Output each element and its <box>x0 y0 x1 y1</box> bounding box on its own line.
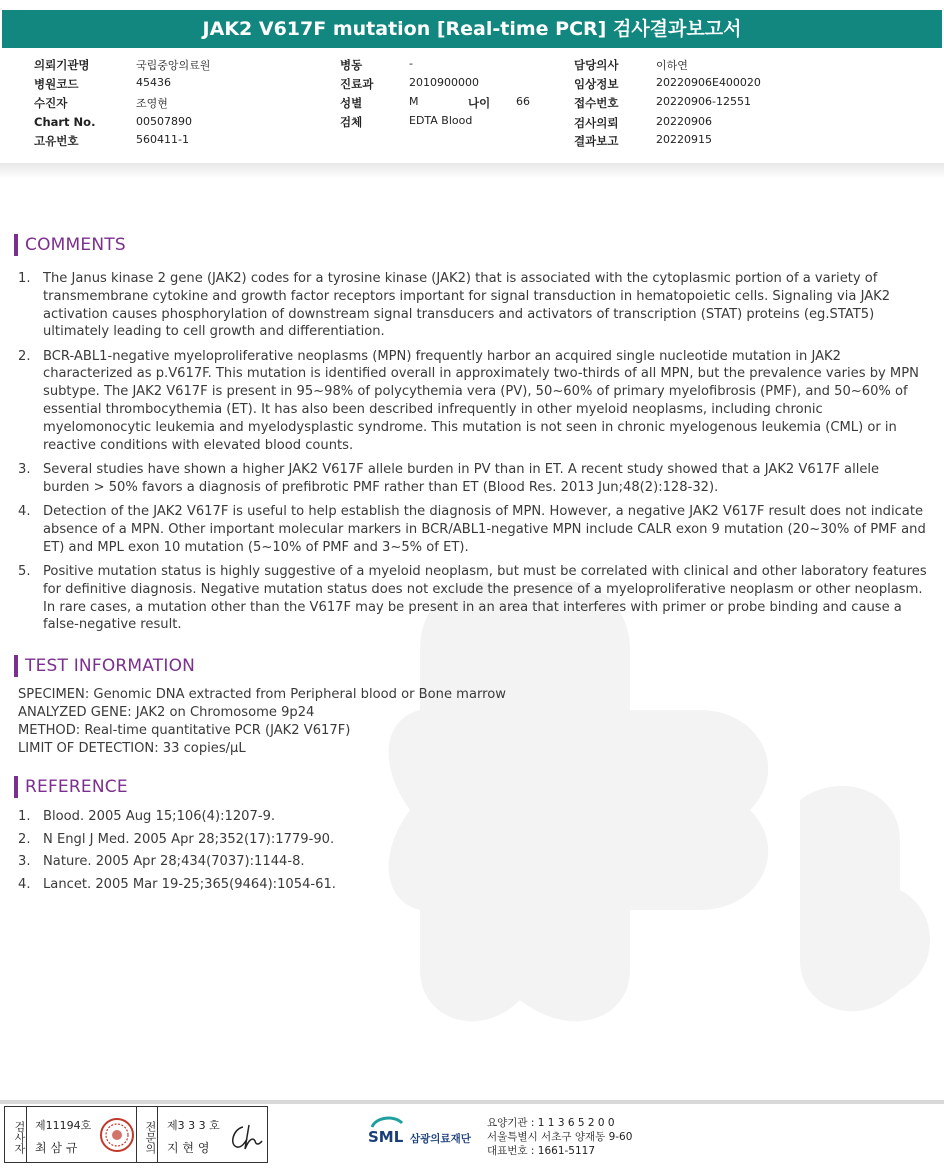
header-divider <box>0 163 944 179</box>
age-value: 66 <box>516 95 530 108</box>
item-text: The Janus kinase 2 gene (JAK2) codes for a tyrosine kinase (JAK2) that is associated with the cytoplasmic portion of a variety of transmembrane cytokine and growth factor receptors important for signal transduction in hematopoietic cells. Signaling via JAK2 activation causes phosphorylation of downstream signal transducers and activators of transcription (STAT) proteins (eg.STAT5) ultimately leading to cell growth and differentiation. <box>43 271 891 340</box>
list-item <box>18 563 928 634</box>
list-item <box>18 851 336 874</box>
method-line: METHOD: Real-time quantitative PCR (JAK2 V617F) <box>18 723 351 738</box>
analyzed-gene-line: ANALYZED GENE: JAK2 on Chromosome 9p24 <box>18 705 315 720</box>
tester-name: 최 삼 규 <box>35 1141 78 1155</box>
tester-label: 검사자 <box>5 1107 27 1162</box>
info-label: 의뢰기관명 <box>34 58 90 72</box>
info-label: 성별 <box>340 96 363 110</box>
footer-divider <box>0 1100 944 1104</box>
info-value: 20220906-12551 <box>656 95 751 108</box>
limit-of-detection-line: LIMIT OF DETECTION: 33 copies/μL <box>18 741 246 756</box>
item-number: 1. <box>18 271 31 286</box>
item-text: N Engl J Med. 2005 Apr 28;352(17):1779-90. <box>43 831 335 847</box>
signature-icon <box>225 1121 265 1153</box>
seal-stamp-icon <box>99 1117 135 1153</box>
info-value: 2010900000 <box>409 76 479 89</box>
item-number: 2. <box>18 348 31 364</box>
info-value: 이하연 <box>656 59 688 72</box>
report-title: JAK2 V617F mutation [Real-time PCR] 검사결과보고서 <box>2 10 942 48</box>
item-text: Several studies have shown a higher JAK2 V617F allele burden in PV than in ET. A recent study showed that a JAK2 V617F allele burden > 50% favors a diagnosis of prefibrotic PMF rather than ET (Blood Res. 2013 Jun;48(2):128-32). <box>43 461 880 495</box>
info-label: 고유번호 <box>34 134 79 148</box>
info-value: 국립중앙의료원 <box>136 59 211 72</box>
org-phone: 대표번호 : 1661-5117 <box>487 1145 596 1157</box>
signature-box <box>4 1106 268 1163</box>
info-label: 임상정보 <box>574 77 619 91</box>
list-item <box>18 503 928 556</box>
test-information-heading: TEST INFORMATION <box>14 655 195 677</box>
info-value: 20220906 <box>656 115 712 128</box>
org-info <box>487 1116 632 1158</box>
list-item <box>18 270 928 341</box>
item-number: 4. <box>18 876 31 892</box>
reference-list <box>18 806 336 896</box>
list-item <box>18 806 336 829</box>
specimen-line: SPECIMEN: Genomic DNA extracted from Peripheral blood or Bone marrow <box>18 687 506 702</box>
list-item <box>18 829 336 852</box>
item-text: BCR-ABL1-negative myeloproliferative neoplasms (MPN) frequently harbor an acquired single nucleotide mutation in JAK2 characterized as p.V617F. This mutation is identified overall in approximately two-thirds of all MPN, but the prevalence varies by MPN subtype. The JAK2 V617F is present in 95~98% of polycythemia vera (PV), 50~60% of primary myelofibrosis (PMF), and 50~60% of essential thrombocythemia (ET). It has also been described infrequently in other myeloid neoplasms, including chronic myelomonocytic leukemia and myelodysplastic syndrome. This mutation is not seen in chronic myelogenous leukemia (CML) or in reactive conditions with elevated blood counts. <box>43 348 919 453</box>
item-number: 4. <box>18 504 31 520</box>
specialist-label: 전문의 <box>136 1107 158 1162</box>
patient-info <box>0 54 944 152</box>
list-item <box>18 461 928 497</box>
info-value: 20220915 <box>656 133 712 146</box>
info-label: 진료과 <box>340 77 374 91</box>
item-text: Detection of the JAK2 V617F is useful to help establish the diagnosis of MPN. However, a negative JAK2 V617F result does not indicate absence of a MPN. Other important molecular markers in BCR/ABL1-negative MPN include CALR exon 9 mutation (20~30% of PMF and ET) and MPL exon 10 mutation (5~10% of PMF and 3~5% of ET). <box>43 504 926 555</box>
info-label: 담당의사 <box>574 58 619 72</box>
info-label: 결과보고 <box>574 134 619 148</box>
info-label: Chart No. <box>34 115 96 129</box>
comments-heading: COMMENTS <box>14 234 126 256</box>
org-address: 서울특별시 서초구 양재동 9-60 <box>487 1131 633 1143</box>
specialist-license: 제3 3 3 호 <box>167 1119 220 1132</box>
item-text: Blood. 2005 Aug 15;106(4):1207-9. <box>43 809 276 824</box>
info-value: 45436 <box>136 76 171 89</box>
item-text: Nature. 2005 Apr 28;434(7037):1144-8. <box>43 854 305 869</box>
info-value: - <box>409 57 413 70</box>
item-text: Positive mutation status is highly suggestive of a myeloid neoplasm, but must be correlated with clinical and other laboratory features for definitive diagnosis. Negative mutation status does not exclude the presence of a myeloproliferative neoplasm or other neoplasm. In rare cases, a mutation other than the V617F may be present in an area that interferes with primer or probe binding and cause a false-negative result. <box>43 563 927 633</box>
info-label: 병동 <box>340 58 363 72</box>
info-label: 수진자 <box>34 96 68 110</box>
test-information <box>18 686 506 758</box>
info-value: 20220906E400020 <box>656 76 761 89</box>
logo-text: SML <box>368 1128 404 1146</box>
info-label: 검사의뢰 <box>574 116 619 130</box>
item-number: 5. <box>18 563 31 579</box>
list-item <box>18 348 928 455</box>
comments-list <box>18 270 928 641</box>
item-number: 2. <box>18 831 31 847</box>
org-code: 요양기관 : 1 1 3 6 5 2 0 0 <box>487 1117 615 1129</box>
info-value: 조영현 <box>136 97 168 110</box>
specialist-name: 지 현 영 <box>167 1141 210 1155</box>
age-label: 나이 <box>468 96 491 110</box>
item-number: 1. <box>18 809 31 824</box>
item-number: 3. <box>18 854 31 869</box>
info-value: EDTA Blood <box>409 114 473 127</box>
info-label: 접수번호 <box>574 96 619 110</box>
org-name: 삼광의료재단 <box>410 1133 471 1145</box>
info-label: 병원코드 <box>34 77 79 91</box>
info-value: 560411-1 <box>136 133 189 146</box>
item-text: Lancet. 2005 Mar 19-25;365(9464):1054-61. <box>43 876 336 892</box>
info-label: 검체 <box>340 115 363 129</box>
list-item <box>18 874 336 897</box>
item-number: 3. <box>18 461 31 477</box>
reference-heading: REFERENCE <box>14 776 128 798</box>
info-value: 00507890 <box>136 115 192 128</box>
info-value: M <box>409 95 419 108</box>
tester-license: 제11194호 <box>35 1119 92 1132</box>
